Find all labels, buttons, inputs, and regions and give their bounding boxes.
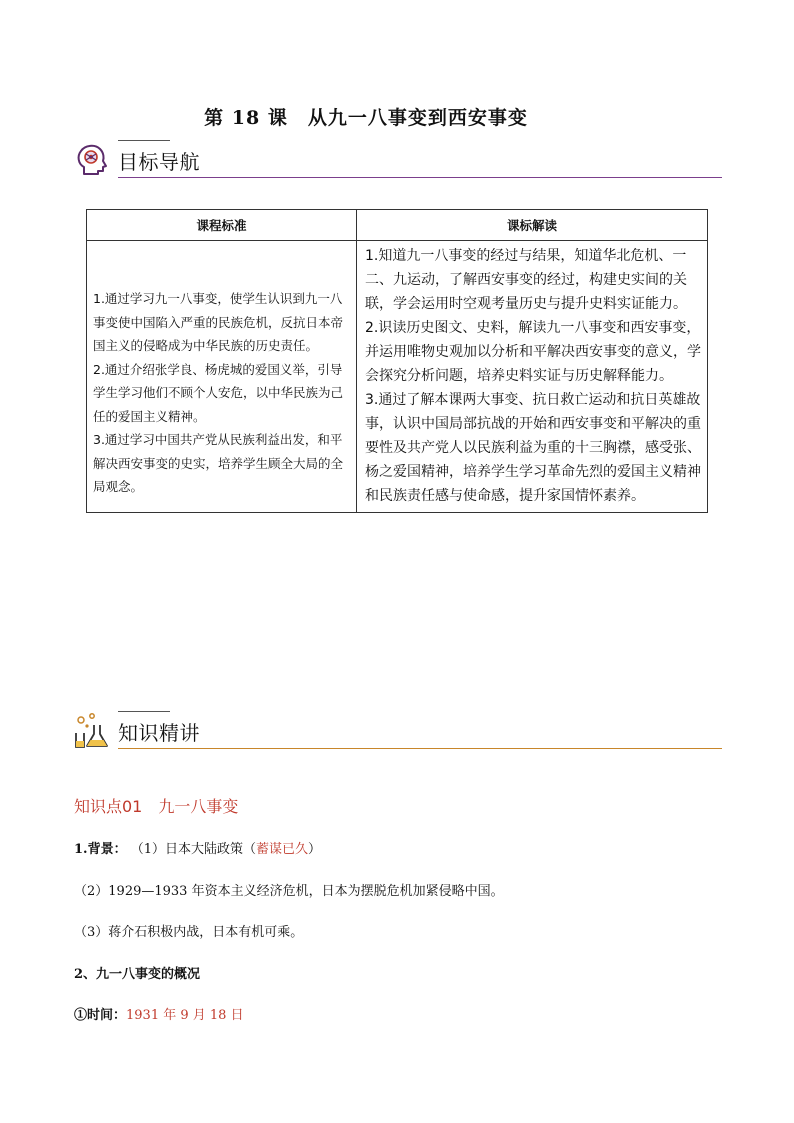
lab-flask-icon <box>72 711 112 751</box>
time-value: 1931 年 9 月 18 日 <box>126 1008 244 1023</box>
interpretation-cell <box>357 241 708 513</box>
section-title-goal: 目标导航 <box>118 150 200 174</box>
time-line <box>74 1004 244 1023</box>
overview-heading: 2、九一八事变的概况 <box>74 967 201 982</box>
background-item-3: （3）蒋介石积极内战，日本有机可乘。 <box>74 925 304 940</box>
section-header-knowledge <box>72 711 722 755</box>
curriculum-table <box>86 209 708 513</box>
standard-item: 1.通过学习九一八事变，使学生认识到九一八事变使中国陷入严重的民族危机，反抗日本帝国主义的侵略成为中华民族的历史责任。 <box>93 291 344 353</box>
interpretation-item: 3.通过了解本课两大事变、抗日救亡运动和抗日英雄故事，认识中国局部抗战的开始和西安事变和平解决的重要性及共产党人以民族利益为重的十三胸襟，感受张、杨之爱国精神，培养学生学习革命先烈的爱国主义精神和民族责任感与使命感，提升家国情怀素养。 <box>365 392 701 504</box>
knowledge-point-title: 知识点01 九一八事变 <box>74 797 239 816</box>
background-item-1-suffix: ） <box>308 842 322 857</box>
standard-item: 3.通过学习中国共产党从民族利益出发，和平解决西安事变的史实，培养学生顾全大局的全局观念。 <box>93 432 344 494</box>
section-header-goal <box>72 140 722 184</box>
background-item-1-highlight: 蓄谋已久 <box>256 842 309 857</box>
page-title: 第 18 课 从九一八事变到西安事变 <box>204 107 528 129</box>
background-item-2: （2）1929—1933 年资本主义经济危机，日本为摆脱危机加紧侵略中国。 <box>74 884 504 899</box>
table-header-interpretation: 课标解读 <box>357 210 708 241</box>
standard-cell <box>87 241 357 513</box>
interpretation-item: 2.识读历史图文、史料，解读九一八事变和西安事变，并运用唯物史观加以分析和平解决西安事变的意义，学会探究分析问题，培养史料实证与历史解释能力。 <box>365 320 701 384</box>
brain-gear-icon <box>72 140 112 180</box>
background-line-1 <box>74 838 321 857</box>
time-label: ①时间： <box>74 1008 127 1023</box>
interpretation-item: 1.知道九一八事变的经过与结果，知道华北危机、一二、九运动，了解西安事变的经过，构建史实间的关联，学会运用时空观考量历史与提升史料实证能力。 <box>365 248 687 312</box>
section-title-knowledge: 知识精讲 <box>118 721 200 745</box>
table-header-standard: 课程标准 <box>87 210 357 241</box>
background-item-1-prefix: （1）日本大陆政策（ <box>130 842 256 857</box>
background-label: 1.背景： <box>74 842 127 857</box>
standard-item: 2.通过介绍张学良、杨虎城的爱国义举，引导学生学习他们不顾个人安危，以中华民族为己任的爱国主义精神。 <box>93 361 344 424</box>
